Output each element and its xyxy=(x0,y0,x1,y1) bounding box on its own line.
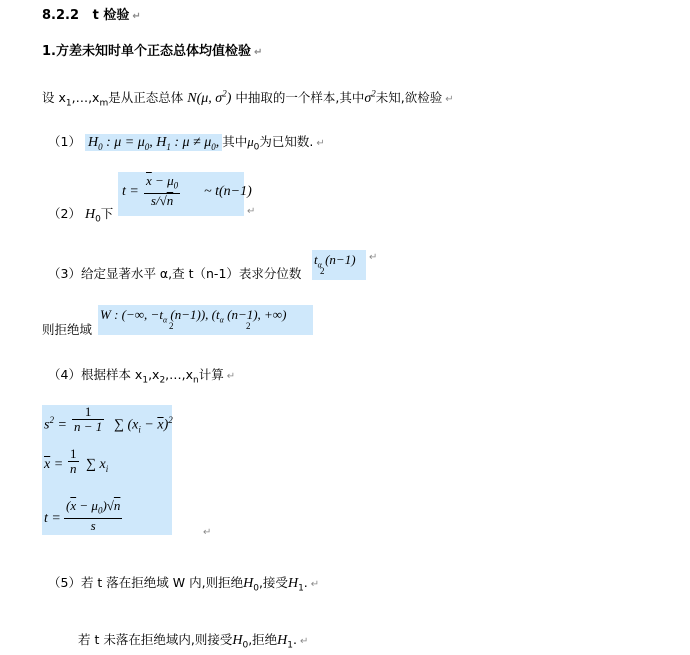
step-text: 计算 xyxy=(198,367,224,382)
step-text: 若 t 未落在拒绝域内,则接受 xyxy=(78,632,233,647)
intro-text: 未知,欲检验 xyxy=(375,90,443,105)
step-text: ,拒绝 xyxy=(248,632,278,647)
step-6: 若 t 未落在拒绝域内,则接受$H_0$,拒绝$H_1$. ↵ xyxy=(78,632,309,651)
intro-text: 中抽取的一个样本,其中 xyxy=(235,90,365,105)
intro-paragraph: 设 $x_1,\dots,x_m$是从正态总体 N(μ, $\sigma^2$) 中抽取的一个样本,其中$\sigma^2$未知,欲检验 ↵ xyxy=(42,88,454,109)
step-2: （2） $H_0$下 xyxy=(48,206,114,225)
paragraph-mark: ↵ xyxy=(300,636,309,647)
intro-text: ,…,x xyxy=(71,90,100,105)
paragraph-mark: ↵ xyxy=(316,138,325,149)
heading-title: t 检验 xyxy=(92,8,130,23)
sample-statistics-formula: $s^2$ = $\frac{1}{n - 1}$ ∑ $(x_i - \overline{x})^2$ $\overline{x}$ = $\frac{1}{n}$ ∑ $x_i$ t = $\frac{(\overline{x} - \mu_0)√n}{s}$ xyxy=(42,405,172,535)
rejection-text: 则拒绝域 xyxy=(42,322,93,337)
step-text: ,接受 xyxy=(258,575,288,590)
section-heading xyxy=(42,4,141,23)
subsection-title xyxy=(42,40,262,59)
paragraph-mark: ↵ xyxy=(445,94,454,105)
paragraph-mark: ↵ xyxy=(203,527,212,538)
paragraph-mark: ↵ xyxy=(310,579,320,590)
step-label: （2） xyxy=(48,206,81,221)
step-text: 下 xyxy=(100,206,114,221)
paragraph-mark: ↵ xyxy=(369,252,378,263)
paragraph-mark: ↵ xyxy=(132,11,141,22)
step-label: （1） xyxy=(48,134,81,149)
step-1: （1） $H_0$ : $\mu = \mu_0$, $H_1$ : $\mu \ne \mu_0$, 其中$\mu_0$为已知数. ↵ xyxy=(48,134,325,153)
intro-text: 是从正态总体 xyxy=(108,90,184,105)
paragraph-mark: ↵ xyxy=(226,371,236,382)
quantile-formula: $t_\alpha$ (n−1) 2 xyxy=(312,250,366,280)
step-text: （3）给定显著水平 α,查 t（n-1）表求分位数 xyxy=(48,266,302,281)
step-text: （5）若 t 落在拒绝域 W 内,则拒绝 xyxy=(48,575,244,590)
hypothesis-formula: $H_0$ : $\mu = \mu_0$, $H_1$ : $\mu \ne \mu_0$, xyxy=(85,134,222,151)
step-text: 为已知数. xyxy=(259,134,314,149)
step-text: 其中 xyxy=(222,134,248,149)
step-5: （5）若 t 落在拒绝域 W 内,则拒绝$H_0$,接受$H_1$. ↵ xyxy=(48,575,320,594)
subsection-title-text: 1.方差未知时单个正态总体均值检验 xyxy=(42,44,251,59)
normal-dist-formula: N(μ, $\sigma^2$) xyxy=(187,88,232,106)
intro-text: 设 x xyxy=(42,90,66,105)
step-3 xyxy=(48,264,301,282)
rejection-label xyxy=(42,320,92,338)
paragraph-mark: ↵ xyxy=(253,47,263,58)
heading-number: 8.2.2 xyxy=(42,8,80,23)
rejection-region-formula: W : (−∞, $-t_\alpha$ (n−1)), ($t_\alpha$ (n−1), +∞) 2 2 xyxy=(98,305,313,335)
step-text: （4）根据样本 x xyxy=(48,367,143,382)
paragraph-mark: ↵ xyxy=(247,206,256,217)
t-statistic-formula: t = $\frac{\overline{x} - \mu_0}{s/√n}$ ~ t(n−1) xyxy=(118,172,244,216)
step-4: （4）根据样本 $x_1,x_2,\dots,x_n$计算 ↵ xyxy=(48,367,236,386)
